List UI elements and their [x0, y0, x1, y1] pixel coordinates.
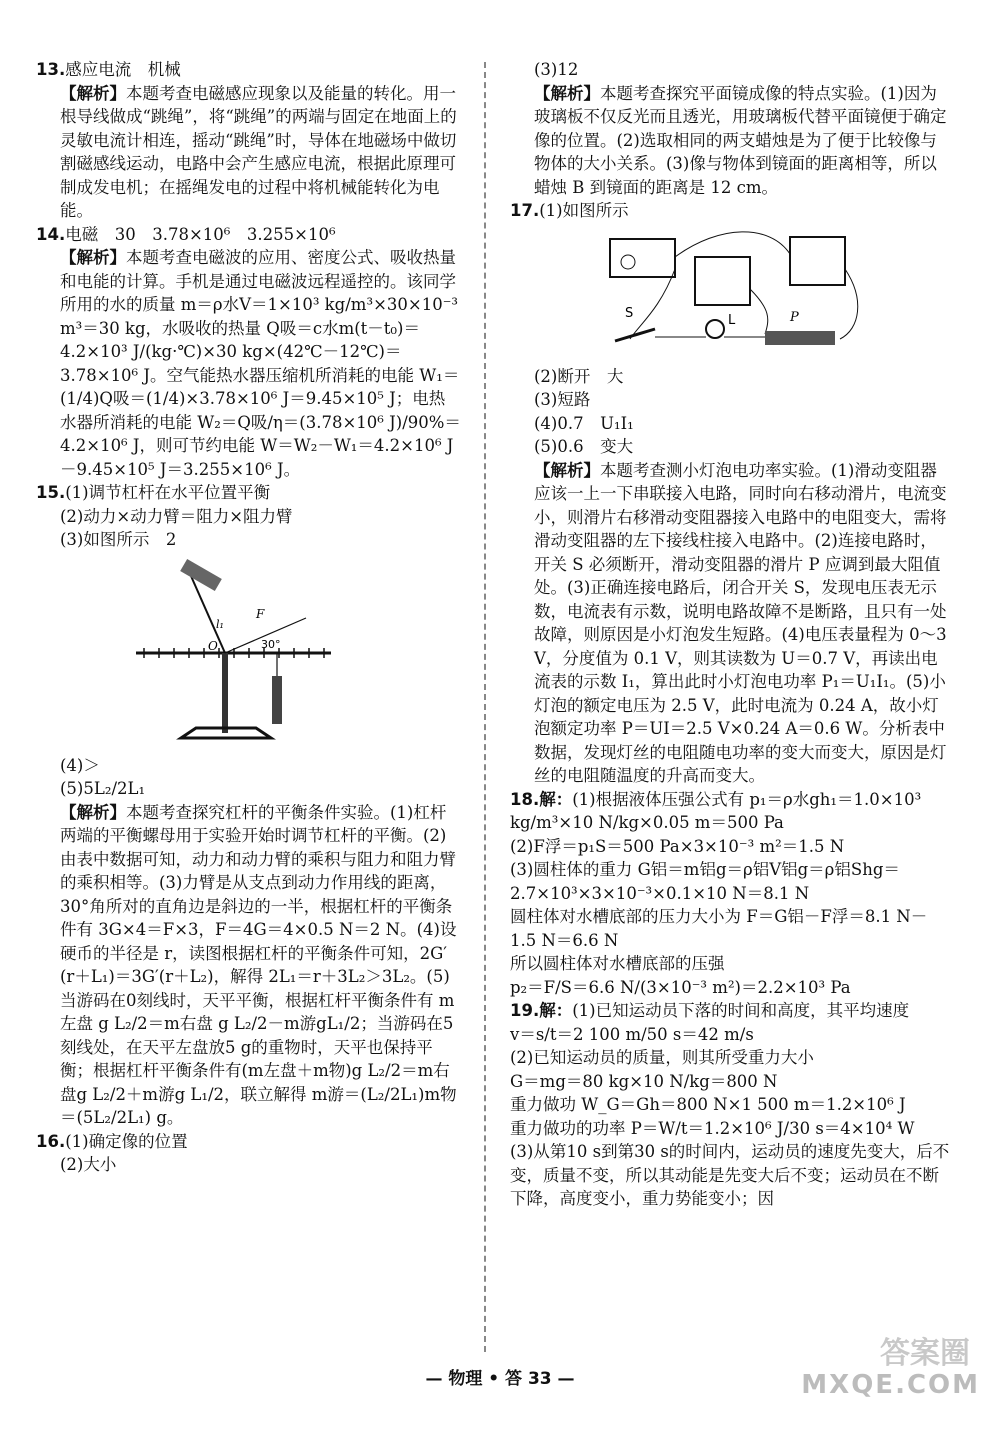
- paragraph-text: (3)从第10 s到第30 s的时间内，运动员的速度先变大，后不变，质量不变，所以其动能是先变大后不变；运动员在不断下降，高度变小，重力势能变小；因: [510, 1142, 950, 1208]
- right-paragraph-21: [510, 1140, 950, 1211]
- left-column: [36, 58, 461, 1177]
- paragraph-text: (2)已知运动员的质量，则其所受重力大小: [510, 1048, 814, 1067]
- lever-label-F: F: [256, 606, 265, 621]
- paragraph-text: 电磁 30 3.78×10⁶ 3.255×10⁶: [65, 224, 336, 244]
- right-paragraph-9: [510, 788, 950, 835]
- paragraph-text: (1)根据液体压强公式有 p₁＝ρ水gh₁＝1.0×10³ kg/m³×10 N/kg×0.05 m＝500 Pa: [510, 789, 922, 832]
- circuit-label-L: L: [728, 312, 736, 328]
- right-figure-circuit: [510, 229, 950, 359]
- page-footer: — 物理 • 答 33 —: [425, 1369, 575, 1389]
- left-paragraph-5: [36, 505, 461, 529]
- watermark-logo: 答案圈: [880, 1336, 970, 1371]
- paragraph-text: 本题考查探究杠杆的平衡条件实验。(1)杠杆两端的平衡螺母用于实验开始时调节杠杆的平衡。(2)由表中数据可知，动力和动力臂的乘积与阻力和阻力臂的乘积相等。(3)力臂是从支点到动力作用线的距离，30°角所对的直角边是斜边的一半，根据杠杆的平衡条件有 3G×4＝F×3，F＝4G＝4×0.5 N＝2 N。(4)设硬币的半径是 r，读图根据杠杆的平衡条件可知，2G′(r＋L₁)＝3G′(r＋L₂)，解得 2L₁＝r＋3L₂＞3L₂。(5)当游码在0刻线时，天平平衡，根据杠杆平衡条件有 m左盘 g L₂/2＝m右盘 g L₂/2－m游gL₁/2；当游码在5刻线处，在天平左盘放5 g的重物时，天平也保持平衡；根据杠杆平衡条件有(m左盘＋m物)g L₂/2＝m右盘g L₂/2＋m游g L₁/2，联立解得 m游＝(L₂/2L₁)m物＝(5L₂/2L₁) g。: [60, 802, 457, 1127]
- left-paragraph-10: [36, 801, 461, 1130]
- paragraph-text: 本题考查探究平面镜成像的特点实验。(1)因为玻璃板不仅反光而且透光，用玻璃板代替平面镜便于确定像的位置。(2)选取相同的两支蜡烛是为了便于比较像与物体的大小关系。(3)像与物体到镜面的距离相等，所以蜡烛 B 到镜面的距离是 12 cm。: [534, 83, 947, 197]
- left-paragraph-1: [36, 82, 461, 223]
- paragraph-text: (3)圆柱体的重力 G铝＝m铝g＝ρ铝V铝g＝ρ铝Shg＝2.7×10³×3×10⁻³×0.1×10 N＝8.1 N: [510, 860, 900, 903]
- left-paragraph-8: [36, 754, 461, 778]
- right-paragraph-0: [510, 58, 950, 82]
- left-paragraph-9: [36, 777, 461, 801]
- right-paragraph-6: [510, 412, 950, 436]
- question-number: 17.: [510, 201, 540, 220]
- paragraph-text: (1)调节杠杆在水平位置平衡: [65, 483, 271, 502]
- right-paragraph-12: [510, 905, 950, 952]
- left-paragraph-4: [36, 481, 461, 505]
- section-tag: 【解析】: [60, 802, 126, 822]
- circuit-label-S: S: [625, 305, 634, 321]
- right-paragraph-18: [510, 1070, 950, 1094]
- paragraph-text: (2)动力×动力臂＝阻力×阻力臂: [60, 506, 293, 526]
- paragraph-text: 感应电流 机械: [65, 60, 181, 79]
- section-tag: 【解析】: [60, 83, 126, 103]
- paragraph-text: 所以圆柱体对水槽底部的压强: [510, 954, 725, 973]
- circuit-label-P: P: [790, 309, 799, 325]
- section-tag: 解：: [539, 789, 573, 809]
- right-paragraph-17: [510, 1046, 950, 1070]
- right-paragraph-20: [510, 1117, 950, 1141]
- right-paragraph-15: [510, 999, 950, 1023]
- right-paragraph-7: [510, 435, 950, 459]
- right-paragraph-13: [510, 952, 950, 976]
- right-paragraph-5: [510, 388, 950, 412]
- right-column: [510, 58, 950, 1211]
- paragraph-text: 重力做功的功率 P＝W/t＝1.2×10⁶ J/30 s＝4×10⁴ W: [510, 1118, 915, 1138]
- question-number: 19.: [510, 1001, 540, 1020]
- left-figure-lever: [36, 558, 461, 748]
- paragraph-text: (2)F浮＝p₁S＝500 Pa×3×10⁻³ m²＝1.5 N: [510, 836, 845, 856]
- paragraph-text: (2)大小: [60, 1155, 117, 1174]
- paragraph-text: (4)＞: [60, 755, 100, 775]
- section-tag: 【解析】: [534, 460, 600, 480]
- paragraph-text: 本题考查电磁感应现象以及能量的转化。用一根导线做成“跳绳”，将“跳绳”的两端与固定在地面上的灵敏电流计相连，摇动“跳绳”时，导体在地磁场中做切割磁感线运动，电路中会产生感应电流，根据此原理可制成发电机；在摇绳发电的过程中将机械能转化为电能。: [60, 83, 457, 220]
- paragraph-text: (1)如图所示: [539, 201, 629, 220]
- left-paragraph-6: [36, 528, 461, 552]
- paragraph-text: 圆柱体对水槽底部的压力大小为 F＝G铝－F浮＝8.1 N－1.5 N＝6.6 N: [510, 907, 928, 950]
- lever-figure: [126, 558, 356, 748]
- left-paragraph-11: [36, 1130, 461, 1154]
- right-paragraph-2: [510, 199, 950, 223]
- paragraph-text: 本题考查电磁波的应用、密度公式、吸收热量和电能的计算。手机是通过电磁波远程遥控的。该同学所用的水的质量 m＝ρ水V＝1×10³ kg/m³×30×10⁻³ m³＝30 kg，水吸收的热量 Q吸＝c水m(t－t₀)＝4.2×10³ J/(kg·℃)×30 kg×(42℃－12℃)＝3.78×10⁶ J。空气能热水器压缩机所消耗的电能 W₁＝(1/4)Q吸＝(1/4)×3.78×10⁶ J＝9.45×10⁵ J；电热水器所消耗的电能 W₂＝Q吸/η＝(3.78×10⁶ J)/90%＝4.2×10⁶ J，则可节约电能 W＝W₂－W₁＝4.2×10⁶ J－9.45×10⁵ J＝3.255×10⁶ J。: [60, 248, 461, 479]
- paragraph-text: (1)确定像的位置: [65, 1131, 188, 1151]
- left-paragraph-12: [36, 1153, 461, 1177]
- paragraph-text: (5)0.6 变大: [534, 437, 634, 456]
- right-paragraph-19: [510, 1093, 950, 1117]
- right-paragraph-14: [510, 976, 950, 1000]
- section-tag: 【解析】: [534, 83, 600, 103]
- paragraph-text: (5)5L₂/2L₁: [60, 779, 146, 798]
- right-paragraph-10: [510, 835, 950, 859]
- right-paragraph-8: [510, 459, 950, 788]
- circuit-figure: [600, 229, 870, 359]
- right-paragraph-11: [510, 858, 950, 905]
- left-paragraph-3: [36, 246, 461, 481]
- section-tag: 解：: [539, 1001, 573, 1020]
- left-paragraph-2: [36, 223, 461, 247]
- question-number: 15.: [36, 483, 66, 502]
- left-paragraph-0: [36, 58, 461, 82]
- question-number: 16.: [36, 1131, 66, 1151]
- paragraph-text: p₂＝F/S＝6.6 N/(3×10⁻³ m²)＝2.2×10³ Pa: [510, 977, 851, 997]
- question-number: 18.: [510, 789, 540, 809]
- section-tag: 【解析】: [60, 248, 126, 267]
- paragraph-text: (2)断开 大: [534, 366, 624, 386]
- paragraph-text: (3)短路: [534, 390, 591, 409]
- right-paragraph-16: [510, 1023, 950, 1047]
- watermark-url: MXQE.COM: [801, 1370, 980, 1400]
- right-paragraph-4: [510, 365, 950, 389]
- column-divider: [484, 62, 486, 1352]
- lever-label-l1: l₁: [216, 617, 224, 631]
- lever-label-O: O: [208, 638, 218, 653]
- paragraph-text: (3)12: [534, 60, 579, 79]
- paragraph-text: 本题考查测小灯泡电功率实验。(1)滑动变阻器应该一上一下串联接入电路，同时向右移动滑片，电流变小，则滑片右移滑动变阻器接入电路中的电阻变大，需将滑动变阻器的左下接线柱接入电路中。(2)连接电路时，开关 S 必须断开，滑动变阻器的滑片 P 应调到最大阻值处。(3)正确连接电路后，闭合开关 S，发现电压表无示数，电流表有示数，说明电路故障不是断路，且只有一处故障，则原因是小灯泡发生短路。(4)电压表量程为 0～3 V，分度值为 0.1 V，则其读数为 U＝0.7 V，再读出电流表的示数 I₁，算出此时小灯泡电功率 P₁＝U₁I₁。(5)小灯泡的额定电压为 2.5 V，此时电流为 0.24 A，故小灯泡额定功率 P＝UI＝2.5 V×0.24 A＝0.6 W。分析表中数据，发现灯丝的电阻随电功率的变大而变大，原因是灯丝的电阻随温度的升高而变大。: [534, 460, 947, 785]
- lever-label-angle: 30°: [261, 637, 281, 651]
- paragraph-text: (3)如图所示 2: [60, 530, 177, 549]
- paragraph-text: (1)已知运动员下落的时间和高度，其平均速度: [572, 1001, 910, 1020]
- paragraph-text: G＝mg＝80 kg×10 N/kg＝800 N: [510, 1071, 778, 1091]
- right-paragraph-1: [510, 82, 950, 200]
- paragraph-text: 重力做功 W_G＝Gh＝800 N×1 500 m＝1.2×10⁶ J: [510, 1095, 906, 1114]
- question-number: 13.: [36, 60, 66, 79]
- question-number: 14.: [36, 224, 66, 244]
- paragraph-text: v＝s/t＝2 100 m/50 s＝42 m/s: [510, 1024, 754, 1044]
- paragraph-text: (4)0.7 U₁I₁: [534, 413, 634, 433]
